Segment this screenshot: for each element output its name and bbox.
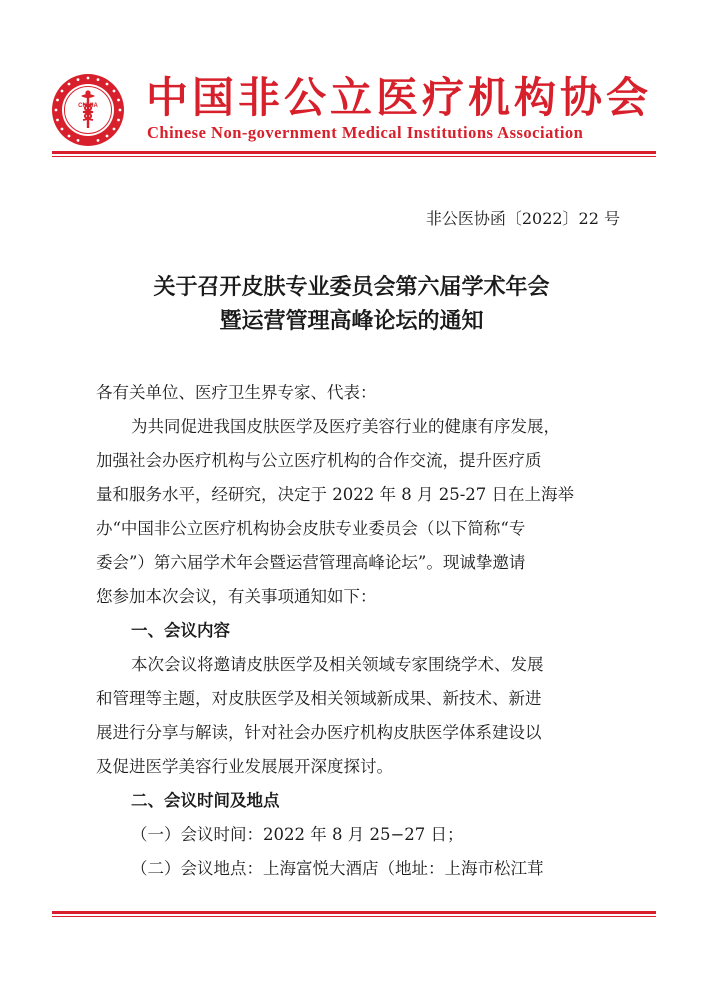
document-title-line-1: 关于召开皮肤专业委员会第六届学术年会 bbox=[153, 275, 550, 300]
svg-text:CNMIA: CNMIA bbox=[78, 103, 98, 109]
organization-name-cn: 中国非公立医疗机构协会 bbox=[146, 73, 653, 122]
paragraph-line: （一）会议时间：2022 年 8 月 25−27 日； bbox=[131, 825, 464, 844]
letterhead bbox=[0, 0, 703, 160]
paragraph-line: 展进行分享与解读，针对社会办医疗机构皮肤医学体系建设以 bbox=[96, 723, 542, 742]
paragraph-line: 委会”）第六届学术年会暨运营管理高峰论坛”。现诚挚邀请 bbox=[96, 553, 526, 572]
paragraph-line: 量和服务水平，经研究，决定于 2022 年 8 月 25-27 日在上海举 bbox=[96, 485, 575, 504]
paragraph-line: 您参加本次会议，有关事项通知如下： bbox=[96, 587, 377, 606]
paragraph-line: 及促进医学美容行业发展展开深度探讨。 bbox=[96, 757, 393, 776]
paragraph-line: 加强社会办医疗机构与公立医疗机构的合作交流，提升医疗质 bbox=[96, 451, 542, 470]
footer-rule-thin bbox=[52, 916, 656, 917]
paragraph-line: 为共同促进我国皮肤医学及医疗美容行业的健康有序发展， bbox=[131, 417, 560, 436]
letterhead-rule-thin bbox=[52, 156, 656, 157]
paragraph-line: 办“中国非公立医疗机构协会皮肤专业委员会（以下简称“专 bbox=[96, 519, 526, 538]
document-number: 非公医协函〔2022〕22 号 bbox=[425, 209, 620, 228]
paragraph-line: 和管理等主题，对皮肤医学及相关领域新成果、新技术、新进 bbox=[96, 689, 542, 708]
section-heading: 二、会议时间及地点 bbox=[131, 791, 280, 810]
document-title-line-2: 暨运营管理高峰论坛的通知 bbox=[219, 309, 484, 334]
section-heading: 一、会议内容 bbox=[131, 621, 230, 640]
paragraph-line: 本次会议将邀请皮肤医学及相关领域专家围绕学术、发展 bbox=[131, 655, 544, 674]
paragraph-line: （二）会议地点：上海富悦大酒店（地址：上海市松江茸 bbox=[131, 859, 544, 878]
organization-name-en: Chinese Non-government Medical Institutions Association bbox=[147, 123, 584, 142]
salutation: 各有关单位、医疗卫生界专家、代表： bbox=[96, 383, 377, 402]
caduceus-emblem-icon bbox=[50, 72, 126, 148]
letterhead-rule-thick bbox=[52, 151, 656, 154]
footer-rule-thick bbox=[52, 911, 656, 914]
